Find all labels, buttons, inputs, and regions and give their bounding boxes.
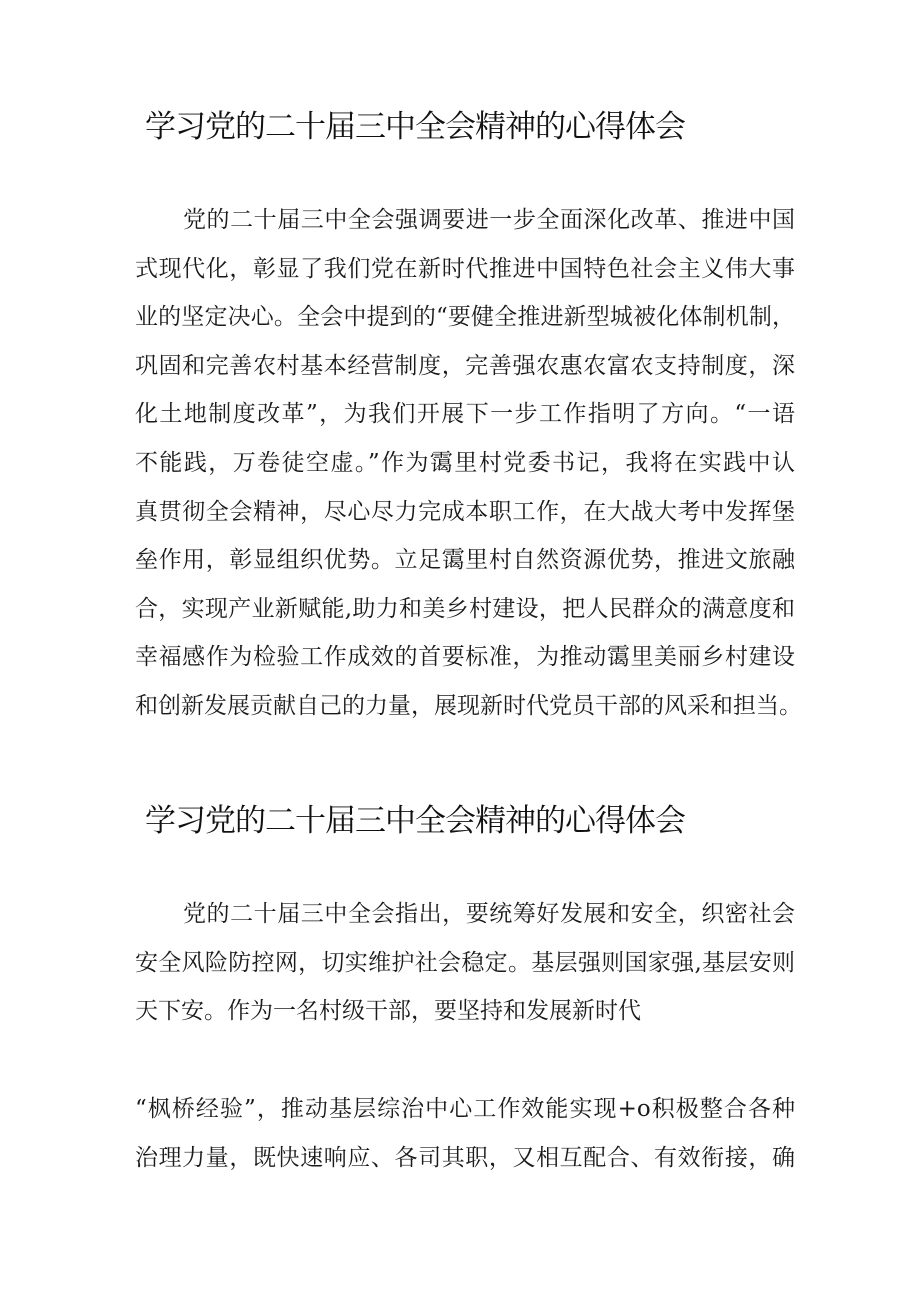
article-2-paragraph-a (135, 890, 795, 1036)
paragraph-line: 不能践，万卷徒空虚。”作为霭里村党委书记，我将在实践中认 (135, 449, 795, 476)
paragraph-line: 业的坚定决心。全会中提到的“要健全推进新型城被化体制机制， (135, 304, 795, 331)
article-2-paragraph-b (135, 1085, 795, 1182)
paragraph-line: 真贯彻全会精神，尽心尽力完成本职工作，在大战大考中发挥堡 (135, 498, 795, 525)
paragraph-line: 合，实现产业新赋能,助力和美乡村建设，把人民群众的满意度和 (135, 595, 795, 622)
paragraph-line: 垒作用，彰显组织优势。立足霭里村自然资源优势，推进文旅融 (135, 547, 795, 574)
paragraph-line: 党的二十届三中全会强调要进一步全面深化改革、推进中国 (183, 207, 795, 233)
paragraph-line: “枫桥经验”，推动基层综治中心工作效能实现+o积极整合各种 (135, 1096, 795, 1122)
paragraph-line: 巩固和完善农村基本经营制度，完善强农惠农富农支持制度，深 (135, 352, 795, 379)
paragraph-line: 和创新发展贡献自己的力量，展现新时代党员干部的风采和担当。 (135, 692, 802, 719)
paragraph-line: 式现代化，彰显了我们党在新时代推进中国特色社会主义伟大事 (135, 255, 795, 282)
article-1-title: 学习党的二十届三中全会精神的心得体会 (145, 109, 685, 145)
article-2-title: 学习党的二十届三中全会精神的心得体会 (145, 803, 685, 839)
paragraph-line: 安全风险防控网，切实维护社会稳定。基层强则国家强,基层安则 (135, 949, 795, 976)
paragraph-line: 天下安。作为一名村级干部，要坚持和发展新时代 (135, 998, 641, 1025)
paragraph-line: 化土地制度改革”，为我们开展下一步工作指明了方向。“一语 (135, 401, 795, 428)
paragraph-line: 党的二十届三中全会指出，要统筹好发展和安全，织密社会 (183, 901, 795, 927)
article-1-paragraph (135, 196, 802, 731)
paragraph-line: 治理力量，既快速响应、各司其职，又相互配合、有效衔接，确 (135, 1144, 795, 1171)
paragraph-line: 幸福感作为检验工作成效的首要标准，为推动霭里美丽乡村建设 (135, 644, 795, 671)
